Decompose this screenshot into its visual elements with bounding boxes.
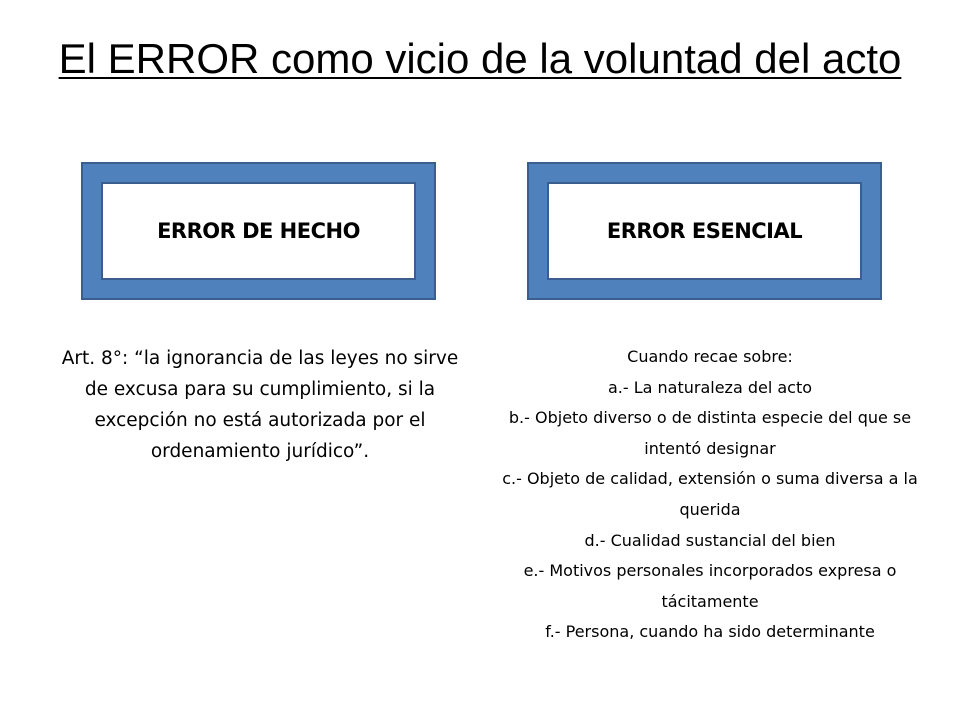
list-item: c.- Objeto de calidad, extensión o suma diversa a la querida — [502, 469, 918, 519]
error-esencial-frame — [527, 162, 882, 300]
error-esencial-cases-list — [490, 342, 930, 648]
list-item: f.- Persona, cuando ha sido determinante — [545, 622, 875, 642]
list-item: Cuando recae sobre: — [627, 347, 793, 366]
error-esencial-label-box — [547, 182, 862, 280]
article-8-quote: Art. 8°: “la ignorancia de las leyes no sirve de excusa para su cumplimiento, si la excepción no está autorizada por el ordenamiento jurídico”. — [61, 348, 459, 462]
error-de-hecho-frame — [81, 162, 436, 300]
list-item: e.- Motivos personales incorporados expresa o tácitamente — [523, 561, 897, 611]
error-de-hecho-label-box — [101, 182, 416, 280]
list-item: b.- Objeto diverso o de distinta especie del que se intentó designar — [508, 408, 912, 458]
list-item: d.- Cualidad sustancial del bien — [584, 530, 836, 550]
slide-title: El ERROR como vicio de la voluntad del acto — [58, 35, 902, 82]
error-esencial-label: ERROR ESENCIAL — [606, 219, 803, 243]
list-item: a.- La naturaleza del acto — [607, 377, 813, 397]
error-de-hecho-label: ERROR DE HECHO — [157, 219, 360, 243]
